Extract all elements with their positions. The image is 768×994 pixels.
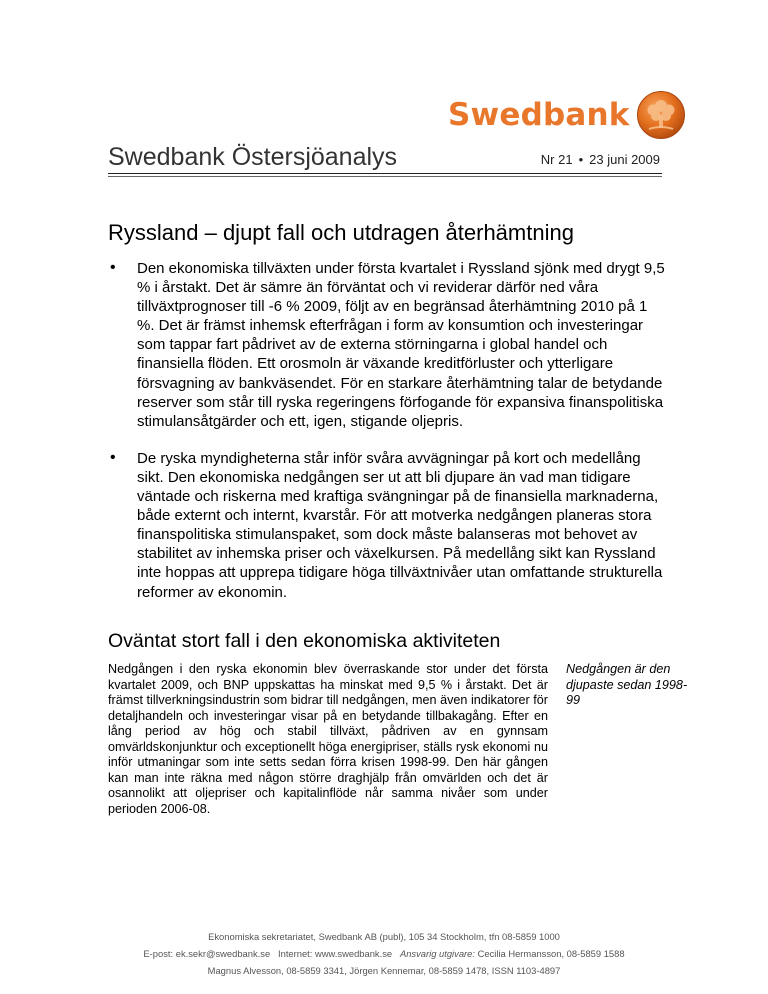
footer-responsible-name: Cecilia Hermansson, 08-5859 1588: [474, 948, 625, 959]
logo-wordmark: Swedbank: [448, 97, 630, 133]
section-body: Nedgången i den ryska ekonomin blev överraskande stor under det första kvartalet 2009, och BNP uppskattas ha minskat med 9,5 % i årstakt. Det är främst tillverkningsindustrin som bidrar till nedgången, men även indikatorer för detaljhandeln och investeringar visar på en betydande tillbakagång. Efter en lång period av hög och stabil tillväxt, pådriven av en gynnsam omvärldskonjunktur och exceptionellt höga energipriser, ställs rysk ekonomi nu inför utmaningar som inte setts sedan förra krisen 1998-99. Den här gången kan man inte räkna med någon större draghjälp från omvärlden och det är osannolikt att oljepriser och kapitalinflöde når samma nivåer som under perioden 2006-08.: [108, 662, 548, 816]
bullet-point-icon: •: [110, 448, 116, 466]
issue-info: [541, 152, 660, 167]
footer-email-web: E-post: ek.sekr@swedbank.se Internet: www.swedbank.se: [143, 948, 400, 959]
page-heading: Ryssland – djupt fall och utdragen återhämtning: [108, 220, 574, 245]
bullet-item: [108, 449, 668, 602]
footer-contact: [0, 945, 768, 962]
margin-note: Nedgången är den djupaste sedan 1998-99: [566, 662, 688, 707]
footer-address: Ekonomiska sekretariatet, Swedbank AB (publ), 105 34 Stockholm, tfn 08-5859 1000: [208, 931, 560, 942]
issue-number: Nr 21: [540, 152, 573, 167]
footer-authors: Magnus Alvesson, 08-5859 3341, Jörgen Kennemar, 08-5859 1478, ISSN 1103-4897: [207, 965, 561, 976]
publication-title: Swedbank Östersjöanalys: [108, 143, 398, 171]
bullet-item: [108, 259, 668, 431]
bullet-text: Den ekonomiska tillväxten under första kvartalet i Ryssland sjönk med drygt 9,5 % i årstakt. Det är sämre än förväntat och vi reviderar därför ned våra tillväxtprognoser till -6 % 2009, följt av en begränsad återhämtning 2010 på 1 %. Det är främst inhemsk efterfrågan i form av konsumtion och investeringar som tappar fart pådrivet av de externa störningarna i global handel och finansiella flöden. Ett orosmoln är växande kreditförluster och ytterligare försvagning av bankväsendet. För en starkare återhämtning talar de betydande reserver som står till ryska regeringens förfogande för expansiva finanspolitiska stimulansåtgärder och ett, igen, stigande oljepris.: [137, 260, 665, 430]
oak-tree-logo-icon: [636, 90, 686, 140]
bullet-point-icon: •: [110, 259, 116, 276]
masthead: [108, 143, 662, 174]
issue-date: 23 juni 2009: [589, 152, 660, 167]
bullet-text: De ryska myndigheterna står inför svåra avvägningar på kort och medellång sikt. Den ekonomiska nedgången ser ut att bli djupare än vad man tidigare väntade och riskerna med kraftiga svängningar på de finansiella marknaderna, både externt och internt, kvarstår. För att motverka nedgången planeras stora finanspolitiska stimulanspaket, som dock måste balanseras mot behovet av stabilitet av inhemska priser och växelkursen. På medellång sikt kan Ryssland inte hoppas att upprepa tidigare höga tillväxtnivåer utan omfattande strukturella reformer av ekonomin.: [137, 449, 663, 601]
section-title: Oväntat stort fall i den ekonomiska aktiviteten: [108, 630, 501, 652]
summary-bullets: [108, 259, 668, 620]
footer-responsible-label: Ansvarig utgivare:: [399, 948, 475, 959]
bullet-separator: •: [578, 152, 584, 167]
swedbank-logo: [448, 90, 686, 140]
footer: [0, 928, 768, 979]
